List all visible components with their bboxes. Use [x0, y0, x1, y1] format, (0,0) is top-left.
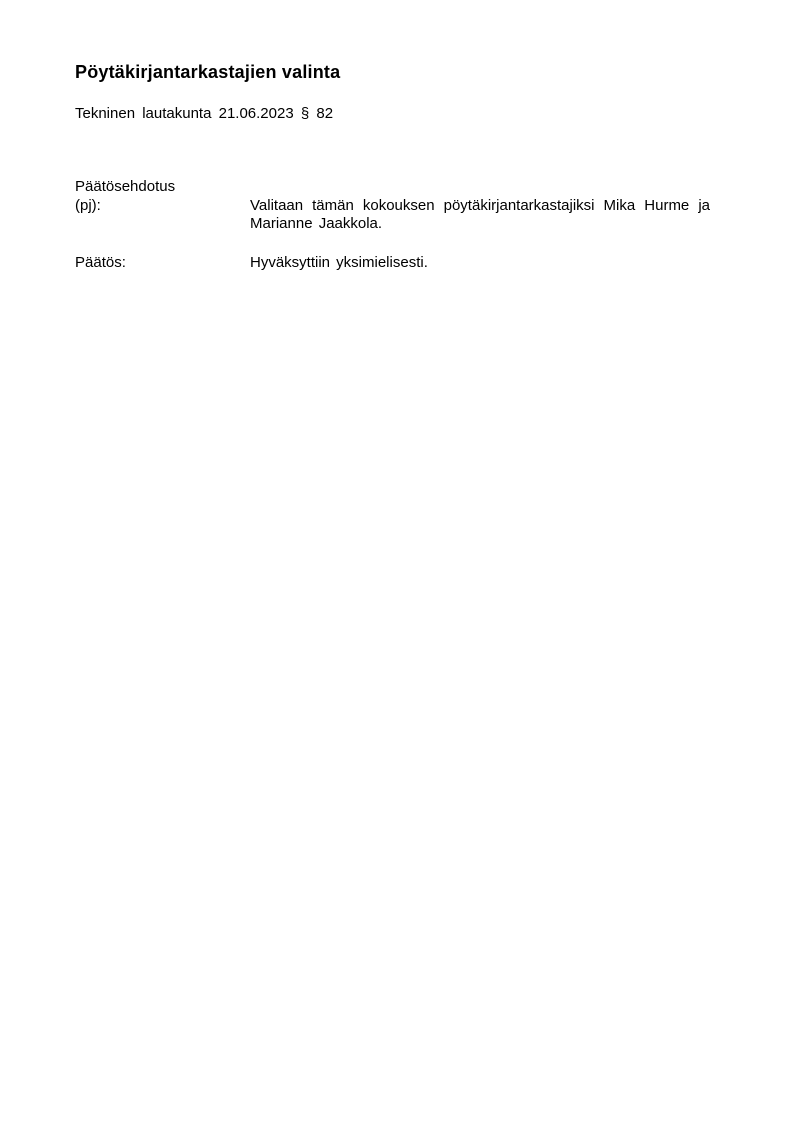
- section-title: Pöytäkirjantarkastajien valinta: [75, 62, 341, 82]
- decision-text: Hyväksyttiin yksimielisesti.: [250, 253, 428, 271]
- decision-block: [75, 178, 711, 272]
- decision-proposal-label-line1: Päätösehdotus: [75, 178, 176, 195]
- decision-proposal-label-line2: (pj):: [75, 196, 101, 214]
- decision-label: Päätös:: [75, 253, 126, 271]
- decision-proposal-label: [75, 178, 250, 215]
- decision-proposal-row: [75, 178, 711, 234]
- decision-row: [75, 254, 711, 273]
- decision-proposal-text: Valitaan tämän kokouksen pöytäkirjantarkastajiksi Mika Hurme ja Marianne Jaakkola.: [250, 196, 710, 232]
- committee-date-line: Tekninen lautakunta 21.06.2023 § 82: [75, 105, 334, 122]
